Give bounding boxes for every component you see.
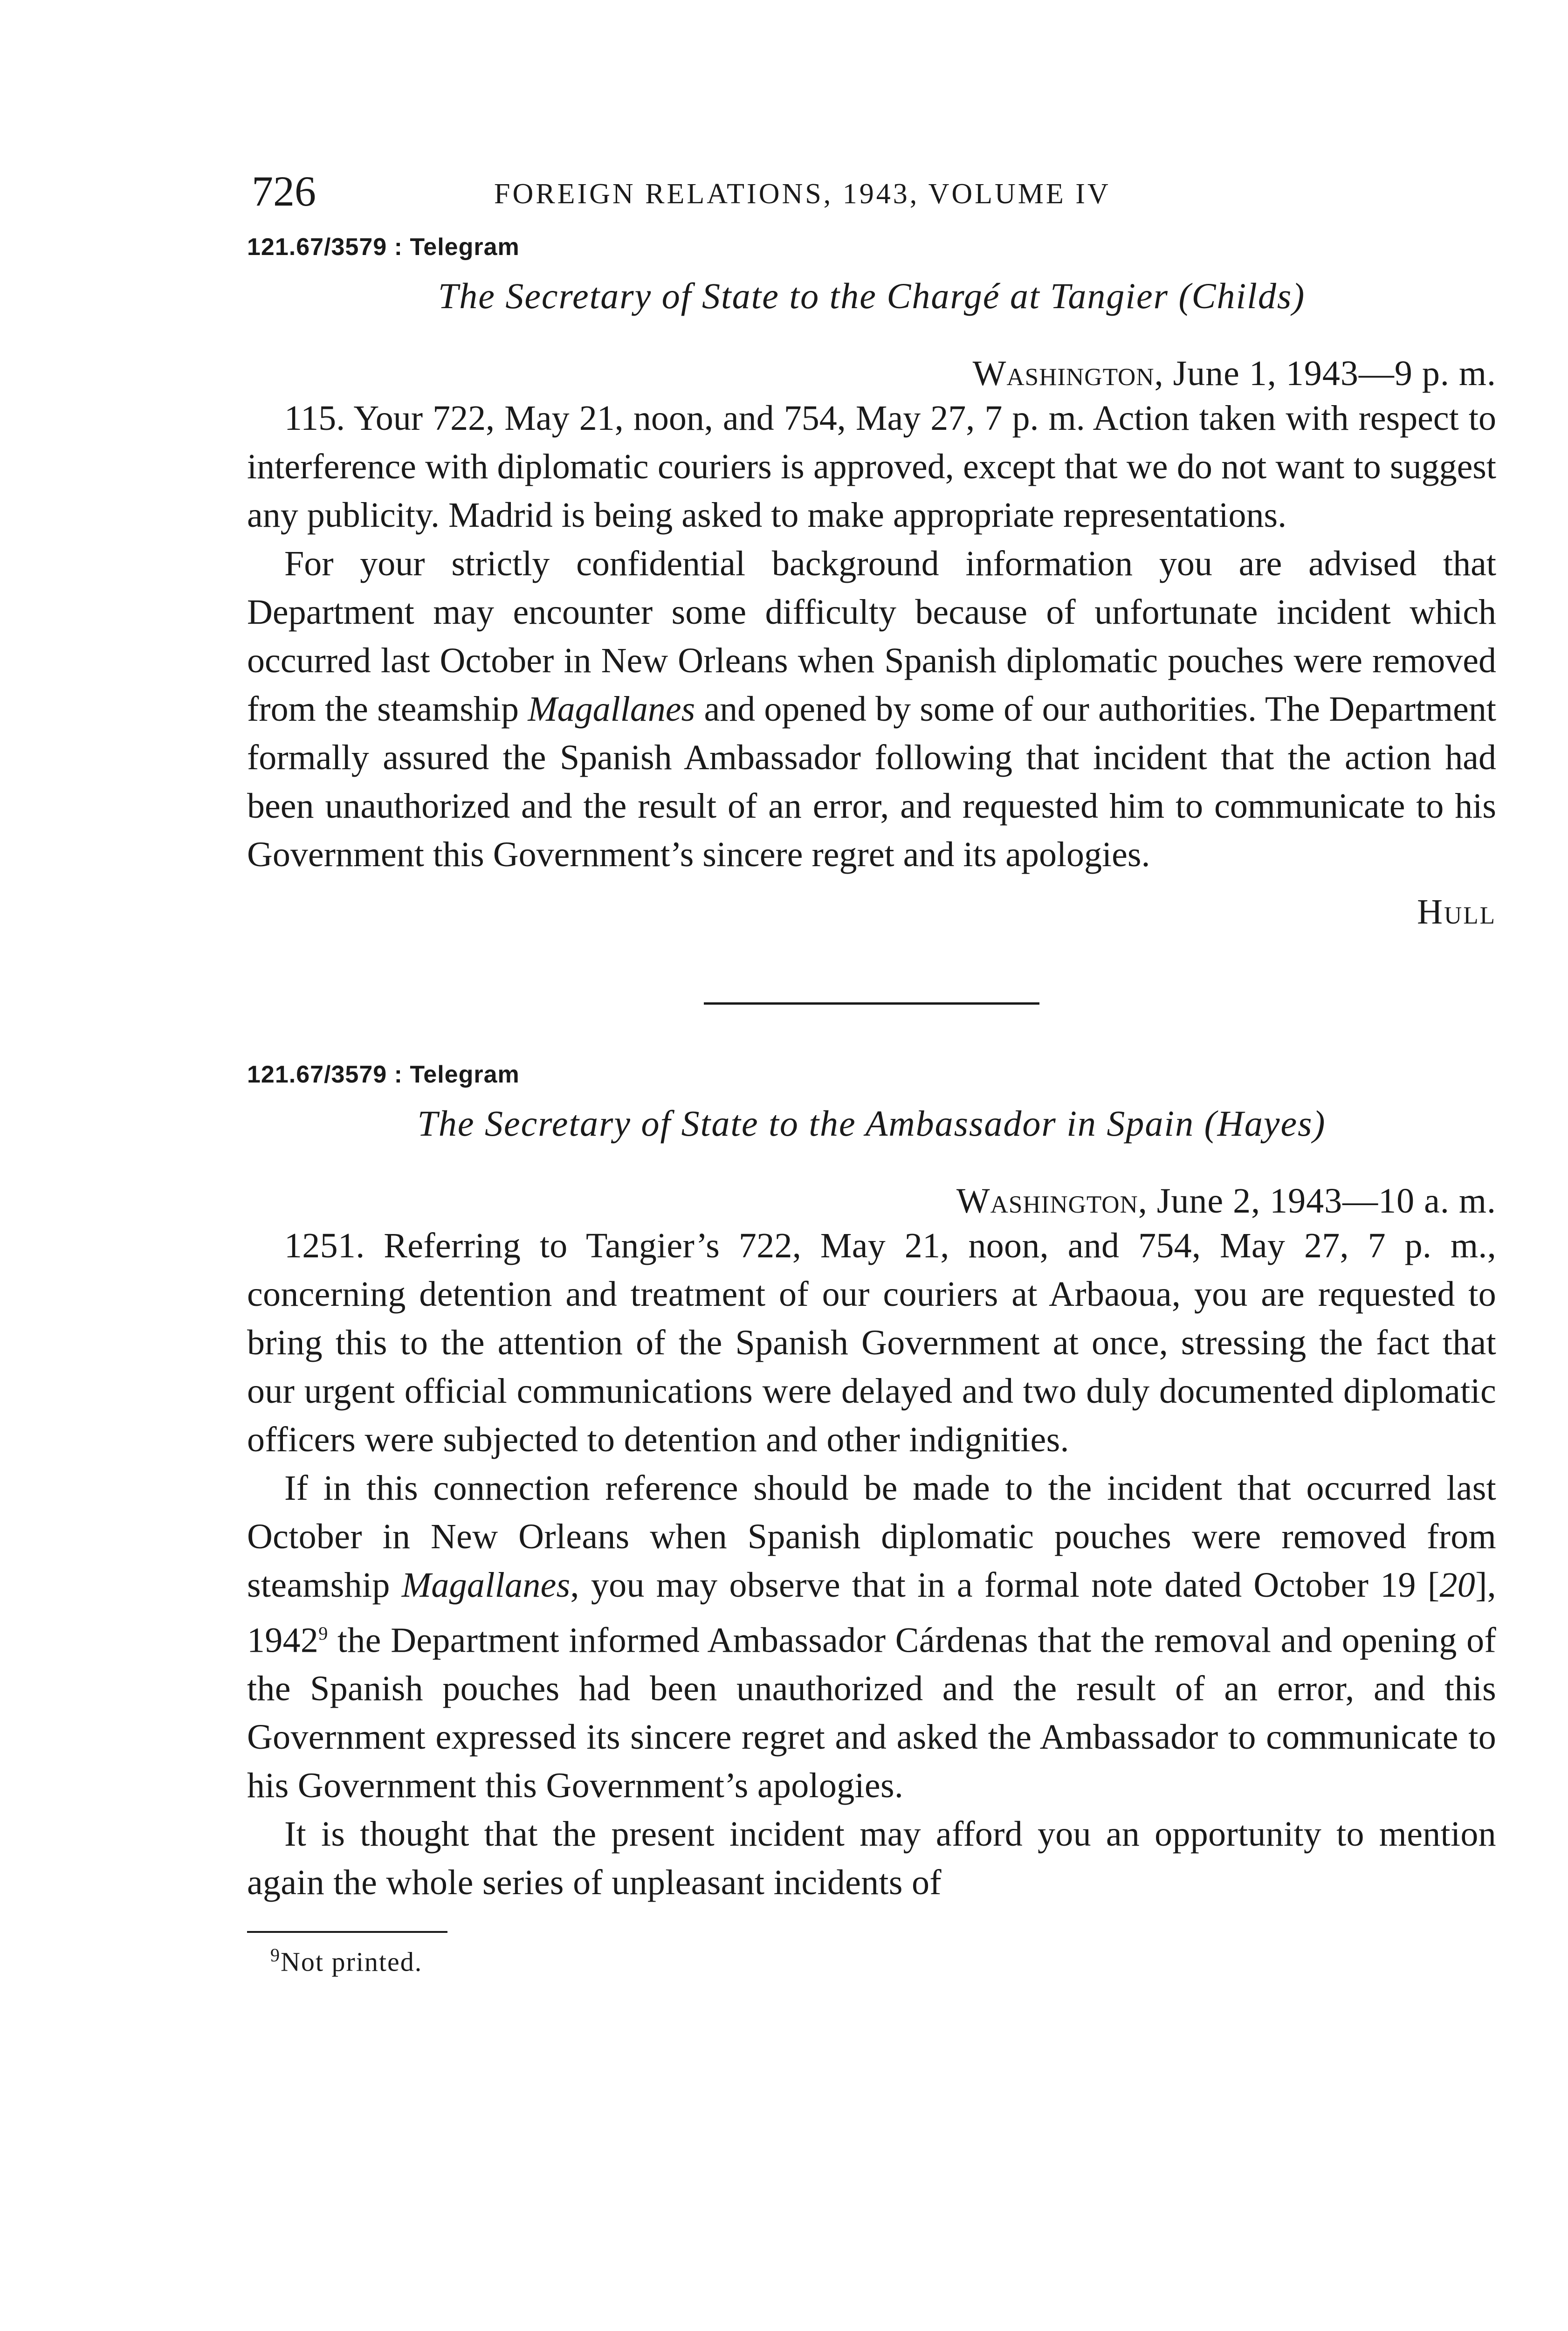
file-reference: 121.67/3579 : Telegram (247, 234, 520, 261)
bracket-correction: 20 (1439, 1565, 1476, 1605)
telegram-2 (247, 1061, 1496, 1907)
dateline (247, 353, 1496, 394)
paragraph: It is thought that the present incident may afford you an opportunity to mention again the whole series of unpleasant incidents of (247, 1814, 1496, 1903)
paragraph-text: For your strictly confidential background information you are advised that Department may encounter some difficulty because of unfortunate incident which occurred last October in New Orleans when Spanish diplomatic pouches were removed from the steamship (247, 544, 1496, 729)
document-title: The Secretary of State to the Ambassador in Spain (Hayes) (417, 1103, 1326, 1144)
paragraph-text: and opened by some of our authorities. The Department formally assured the Spanish Ambassador following that incident that the action had been unauthorized and the result of an error, and requested him to communicate to his Government this Government’s sincere regret and its apologies. (247, 690, 1497, 874)
paragraph: 115. Your 722, May 21, noon, and 754, May 27, 7 p. m. Action taken with respect to interference with diplomatic couriers is approved, except that we do not want to suggest any publicity. Madrid is being asked to make appropriate representations. (247, 399, 1496, 535)
paragraph-text: , you may observe that in a formal note dated October 19 [ (570, 1565, 1440, 1605)
dateline (247, 1181, 1496, 1221)
footnote-reference[interactable]: 9 (318, 1623, 328, 1644)
paragraph (247, 539, 1496, 879)
ship-name: Magallanes (401, 1565, 571, 1605)
running-header (247, 168, 1496, 224)
footnote-rule (247, 1931, 447, 1933)
dateline-place: Washington (972, 354, 1155, 393)
footnote-mark: 9 (270, 1945, 281, 1966)
document-page (247, 168, 1496, 1978)
dateline-place: Washington (956, 1181, 1138, 1221)
footnote (247, 1944, 1496, 1977)
dateline-date: , June 1, 1943—9 p. m. (1154, 354, 1496, 393)
paragraph (247, 1464, 1496, 1810)
file-reference: 121.67/3579 : Telegram (247, 1061, 520, 1088)
page-number: 726 (252, 167, 316, 215)
dateline-date: , June 2, 1943—10 a. m. (1138, 1181, 1496, 1221)
paragraph-text: ], 1942 (247, 1565, 1496, 1660)
paragraph-text: If in this connection reference should be made to the incident that occurred last October in New Orleans when Spanish diplomatic pouches were removed from steamship (247, 1469, 1496, 1605)
telegram-1 (247, 233, 1496, 932)
section-divider (704, 1002, 1039, 1005)
ship-name: Magallanes (528, 690, 695, 729)
signature: Hull (1417, 892, 1496, 931)
paragraph-text: the Department informed Ambassador Cárdenas that the removal and opening of the Spanish pouches had been unauthorized and the result of an error, and this Government expressed its sincere regret and asked the Ambassador to communicate to his Government this Government’s apologies. (247, 1621, 1496, 1806)
paragraph: 1251. Referring to Tangier’s 722, May 21, noon, and 754, May 27, 7 p. m., concerning detention and treatment of our couriers at Arbaoua, you are requested to bring this to the attention of the Spanish Government at once, stressing the fact that our urgent official communications were delayed and two duly documented diplomatic officers were subjected to detention and other indignities. (247, 1226, 1496, 1459)
footnote-text: Not printed. (281, 1946, 423, 1977)
running-title: FOREIGN RELATIONS, 1943, VOLUME IV (494, 178, 1111, 210)
document-title: The Secretary of State to the Chargé at Tangier (Childs) (438, 276, 1306, 316)
